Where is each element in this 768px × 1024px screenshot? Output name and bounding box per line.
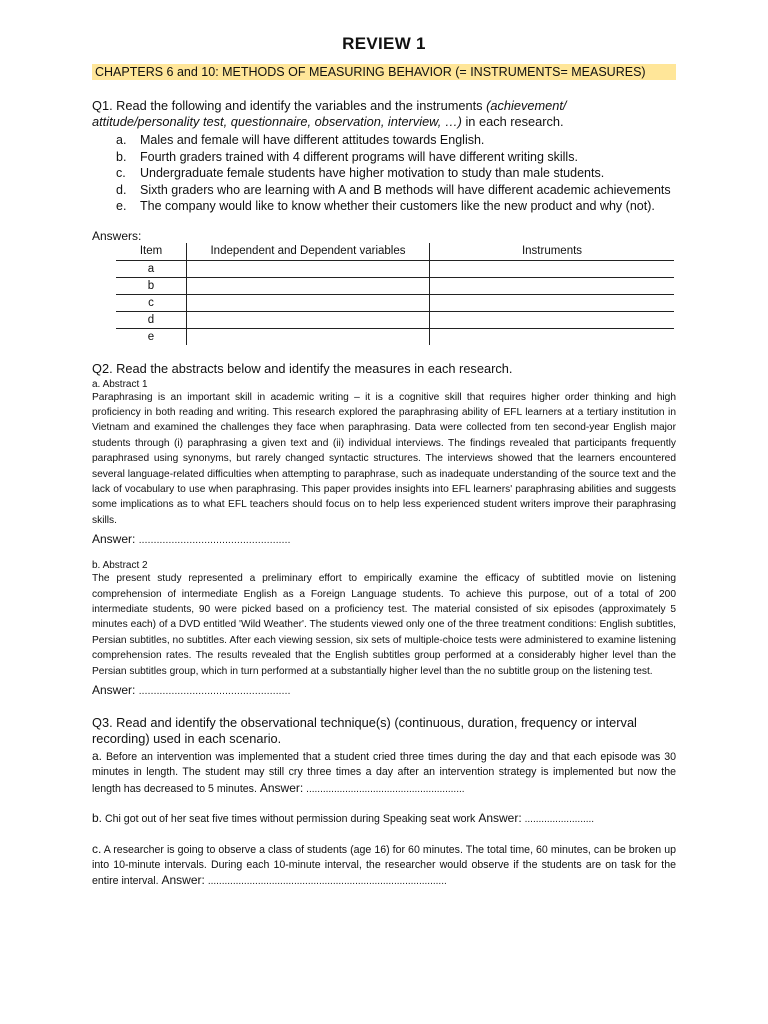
scenario-marker: b. — [92, 811, 103, 826]
scenario-a — [92, 749, 676, 797]
scenario-marker: c. — [92, 841, 102, 856]
table-row — [116, 294, 674, 311]
q1-text: Q1. Read the following and identify the variables and the instruments — [92, 98, 487, 113]
abstract-1-answer — [92, 532, 676, 546]
question-3: Q3. Read and identify the observational technique(s) (continuous, duration, frequency or interval recording) used in each scenario. — [92, 715, 637, 746]
answer-blank[interactable]: ................................................... — [138, 686, 291, 697]
item-text: Sixth graders who are learning with A and B methods will have different academic achievements — [140, 182, 671, 197]
abstract-1-heading: a. Abstract 1 — [92, 378, 148, 390]
answer-label: Answer: — [259, 780, 304, 795]
answers-table — [116, 243, 674, 345]
header-instruments: Instruments — [430, 243, 675, 261]
abstract-2-heading: b. Abstract 2 — [92, 560, 148, 572]
answer-label: Answer: — [478, 811, 522, 826]
answer-label: Answer: — [92, 683, 136, 697]
item-text: Fourth graders trained with 4 different programs will have different writing skills. — [140, 149, 578, 164]
question-1 — [92, 98, 676, 130]
variables-cell[interactable] — [187, 294, 430, 311]
answer-label: Answer: — [161, 873, 205, 888]
instruments-cell[interactable] — [430, 311, 675, 328]
header-variables: Independent and Dependent variables — [187, 243, 430, 261]
list-item — [116, 198, 676, 215]
instruments-cell[interactable] — [430, 277, 675, 294]
table-row — [116, 277, 674, 294]
instruments-cell[interactable] — [430, 260, 675, 277]
q1-item-list — [92, 132, 676, 215]
scenario-marker: a. — [92, 749, 103, 763]
answer-blank[interactable]: ......................... — [524, 814, 595, 826]
item-marker: a. — [116, 133, 127, 147]
table-row — [116, 260, 674, 277]
answer-blank[interactable]: ...................................................................................... — [207, 876, 447, 888]
variables-cell[interactable] — [187, 328, 430, 345]
variables-cell[interactable] — [187, 260, 430, 277]
item-marker: c. — [116, 166, 126, 180]
row-item-cell: b — [116, 277, 187, 294]
instruments-cell[interactable] — [430, 294, 675, 311]
answers-label: Answers: — [92, 228, 142, 243]
answer-blank[interactable]: ................................................... — [138, 535, 291, 547]
row-item-cell: c — [116, 294, 187, 311]
item-marker: e. — [116, 199, 127, 213]
item-marker: b. — [116, 149, 127, 164]
item-text: Males and female will have different attitudes towards English. — [140, 133, 485, 147]
scenario-b — [92, 811, 676, 827]
item-marker: d. — [116, 182, 127, 197]
scenario-c — [92, 842, 676, 890]
instruments-cell[interactable] — [430, 328, 675, 345]
scenario-text: Chi got out of her seat five times without permission during Speaking seat work — [104, 813, 476, 826]
header-item: Item — [116, 243, 187, 261]
row-item-cell: e — [116, 328, 187, 345]
list-item — [116, 165, 676, 182]
abstract-2-text: The present study represented a preliminary effort to empirically examine the efficacy of subtitled movie on listening comprehension of intermediate English as a Foreign Language students. To achieve this purpose, out of a total of 200 intermediate students, 90 were picked based on a proficiency test. The material consisted of six episodes (approximately 5 minutes each) of a DVD entitled 'Wild Weather'. The students viewed only one of the three treatment conditions: English subtitles, Persian subtitles, no subtitles. After each viewing session, six sets of multiple-choice tests were administered to examine listening comprehension rates. The results revealed that the English subtitles group performed at a considerably higher level than the Persian subtitles group, which in turn performed at a substantially higher level than the no subtitle group on the listening test. — [92, 573, 676, 677]
abstract-1-text: Paraphrasing is an important skill in academic writing – it is a cognitive skill that requires higher order thinking and high proficiency in both reading and writing. This research explored the paraphrasing ability of EFL learners at a tertiary institution in Vietnam and examined the challenges they face when paraphrasing. Data were collected from ten second-year English major students through (i) paraphrasing a given text and (ii) individual interviews. The findings revealed that participants frequently paraphrased using synonyms, but rarely changed syntactic structures. The interviews showed that the learners encountered several language-related difficulties when attempting to paraphrase, such as inadequate understanding of the source text and the lack of vocabulary to use when paraphrasing. This paper provides insights into EFL learners' paraphrasing abilities and suggests some implications as to what EFL teachers should focus on to help less experienced student writers improve their paraphrasing skills. — [92, 391, 676, 526]
question-2: Q2. Read the abstracts below and identify the measures in each research. — [92, 360, 513, 376]
answer-label: Answer: — [92, 532, 136, 547]
item-text: Undergraduate female students have higher motivation to study than male students. — [140, 166, 605, 180]
list-item — [116, 149, 676, 166]
abstract-2-answer — [92, 683, 676, 697]
scenario-text: Before an intervention was implemented that a student cried three times during the day and that each episode was 30 minutes in length. The student may still cry three times a day after an intervention strategy is implemented but now the length has decreased to 5 minutes. — [92, 751, 676, 795]
table-row — [116, 328, 674, 345]
page-title: REVIEW 1 — [342, 34, 426, 53]
table-row — [116, 311, 674, 328]
table-header-row — [116, 243, 674, 261]
q1-italic-text: (achievement/ attitude/personality test, questionnaire, observation, interview, …) — [92, 98, 567, 129]
row-item-cell: a — [116, 260, 187, 277]
variables-cell[interactable] — [187, 277, 430, 294]
variables-cell[interactable] — [187, 311, 430, 328]
list-item — [116, 132, 676, 149]
item-text: The company would like to know whether their customers like the new product and why (not). — [140, 199, 655, 213]
q1-text-end: in each research. — [461, 114, 564, 129]
answer-blank[interactable]: ......................................................... — [306, 783, 465, 795]
row-item-cell: d — [116, 311, 187, 328]
scenario-text: A researcher is going to observe a class of students (age 16) for 60 minutes. The total time, 60 minutes, can be broken up into 10-minute intervals. During each 10-minute interval, the researcher would observe if the students are on task for the entire interval. — [92, 843, 676, 888]
chapters-banner: CHAPTERS 6 and 10: METHODS OF MEASURING BEHAVIOR (= INSTRUMENTS= MEASURES) — [92, 64, 676, 80]
list-item — [116, 182, 676, 199]
